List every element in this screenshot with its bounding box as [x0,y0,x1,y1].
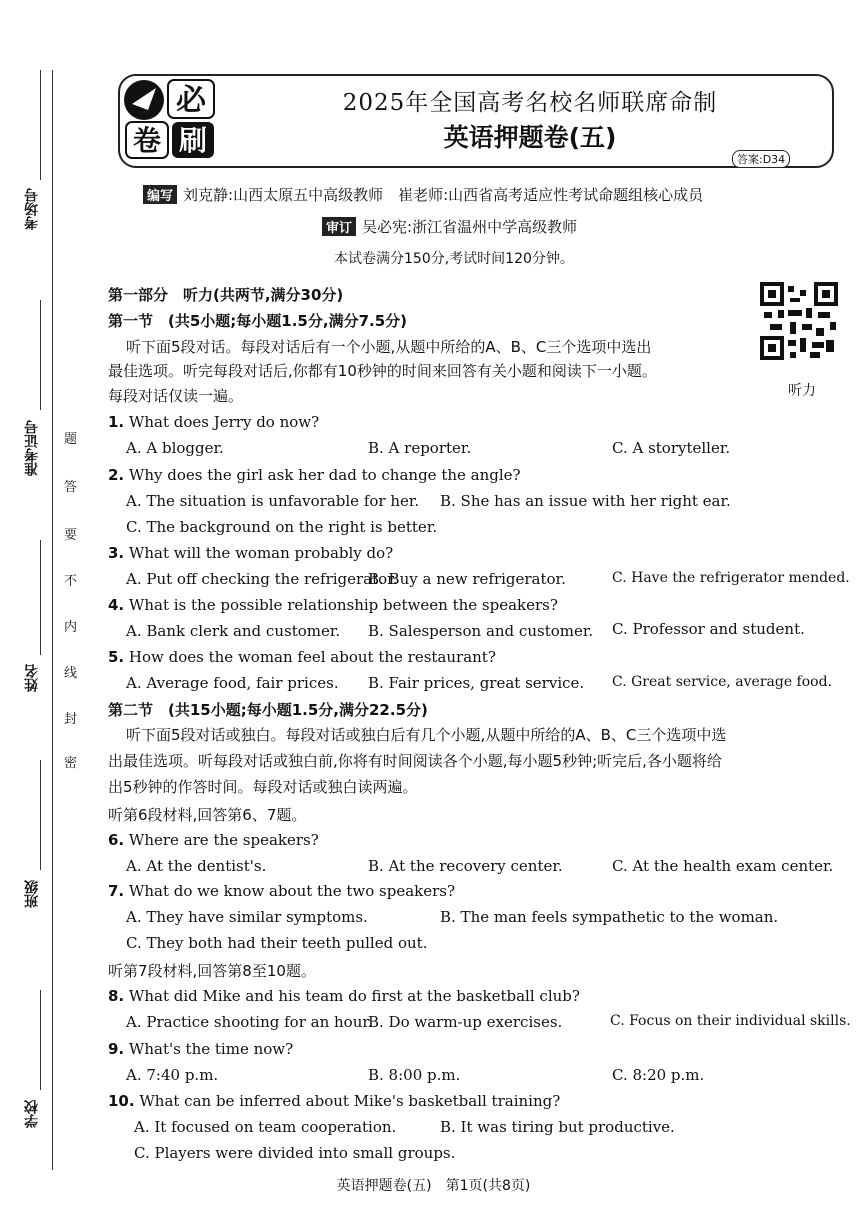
answer-code-badge: 答案:D34 [732,150,790,168]
option-6a[interactable]: A. At the dentist's. [126,857,267,875]
name-label: 姓名 [24,664,40,692]
option-5a[interactable]: A. Average food, fair prices. [126,674,339,692]
seal-char: 线 [64,666,78,681]
option-9b[interactable]: B. 8:00 p.m. [368,1066,461,1084]
seal-char: 封 [64,712,78,727]
section2-instructions: 听下面5段对话或独白。每段对话或独白后有几个小题,从题中所给的A、B、C三个选项中选 [126,726,727,744]
reviewer-text: 吴必宪:浙江省温州中学高级教师 [362,218,578,236]
exam-info: 本试卷满分150分,考试时间120分钟。 [334,251,574,267]
option-3b[interactable]: B. Buy a new refrigerator. [368,570,566,588]
option-4b[interactable]: B. Salesperson and customer. [368,622,594,640]
exam-room-field [40,70,41,180]
reviewer-tag: 审订 [322,217,356,236]
option-7a[interactable]: A. They have similar symptoms. [126,908,368,926]
question-2: 2. Why does the girl ask her dad to change the angle? [108,466,521,484]
seal-char: 内 [64,620,78,635]
option-2c[interactable]: C. The background on the right is better. [126,518,438,536]
option-10b[interactable]: B. It was tiring but productive. [440,1118,675,1136]
section1-title: 第一节 (共5小题;每小题1.5分,满分7.5分) [108,312,407,330]
editor-text: 刘克静:山西太原五中高级教师 崔老师:山西省高考适应性考试命题组核心成员 [183,186,704,204]
option-7b[interactable]: B. The man feels sympathetic to the woman. [440,908,779,926]
question-5: 5. How does the woman feel about the restaurant? [108,648,496,666]
option-10c[interactable]: C. Players were divided into small groups. [134,1144,456,1162]
section2-instructions: 出最佳选项。听每段对话或独白前,你将有时间阅读各个小题,每小题5秒钟;听完后,各小题将给 [108,752,722,770]
reviewer-credit [322,216,577,237]
section2-instructions: 出5秒钟的作答时间。每段对话或独白读两遍。 [108,778,418,796]
section1-instructions: 最佳选项。听完每段对话后,你都有10秒钟的时间来回答有关小题和阅读下一小题。 [108,362,657,380]
question-4: 4. What is the possible relationship between the speakers? [108,596,558,614]
option-7c[interactable]: C. They both had their teeth pulled out. [126,934,428,952]
option-1c[interactable]: C. A storyteller. [612,439,731,457]
option-8b[interactable]: B. Do warm-up exercises. [368,1013,563,1031]
school-label: 学校 [24,1100,40,1128]
seal-char: 要 [64,528,78,543]
option-6c[interactable]: C. At the health exam center. [612,857,834,875]
option-8c[interactable]: C. Focus on their individual skills. [610,1013,851,1029]
logo-char-right: 刷 [178,124,208,157]
option-2b[interactable]: B. She has an issue with her right ear. [440,492,731,510]
question-3: 3. What will the woman probably do? [108,544,394,562]
question-9: 9. What's the time now? [108,1040,294,1058]
option-4a[interactable]: A. Bank clerk and customer. [126,622,341,640]
option-1a[interactable]: A. A blogger. [126,439,224,457]
part1-title: 第一部分 听力(共两节,满分30分) [108,286,344,304]
class-label: 班级 [24,880,40,908]
exam-series-title: 2025年全国高考名校名师联席命制 [342,90,718,116]
class-field [40,760,41,870]
editor-credit [143,184,703,205]
option-5b[interactable]: B. Fair prices, great service. [368,674,585,692]
option-2a[interactable]: A. The situation is unfavorable for her. [126,492,420,510]
material-7-note: 听第7段材料,回答第8至10题。 [108,962,316,980]
binding-line [52,70,53,1170]
question-8: 8. What did Mike and his team do first at the basketball club? [108,987,580,1005]
seal-char: 题 [64,432,78,447]
admission-number-field [40,300,41,410]
option-9c[interactable]: C. 8:20 p.m. [612,1066,705,1084]
logo-char-left: 卷 [132,124,162,157]
school-field [40,990,41,1090]
seal-char: 答 [64,480,78,495]
question-1: 1. What does Jerry do now? [108,413,320,431]
question-10: 10. What can be inferred about Mike's basketball training? [108,1092,561,1110]
qr-code[interactable] [760,282,838,360]
logo-char-top: 必 [176,83,206,118]
question-6: 6. Where are the speakers? [108,831,319,849]
admission-number-label: 准考证号 [24,420,40,476]
option-3c[interactable]: C. Have the refrigerator mended. [612,570,850,586]
material-6-note: 听第6段材料,回答第6、7题。 [108,806,307,824]
option-4c[interactable]: C. Professor and student. [612,620,805,638]
page-footer: 英语押题卷(五) 第1页(共8页) [336,1178,531,1194]
exam-room-label: 考场号 [24,188,40,230]
seal-char: 不 [64,574,78,589]
option-3a[interactable]: A. Put off checking the refrigerator. [126,570,398,588]
question-7: 7. What do we know about the two speakers? [108,882,456,900]
option-9a[interactable]: A. 7:40 p.m. [126,1066,219,1084]
option-10a[interactable]: A. It focused on team cooperation. [134,1118,397,1136]
option-5c[interactable]: C. Great service, average food. [612,674,833,690]
option-1b[interactable]: B. A reporter. [368,439,472,457]
brand-logo [122,74,218,162]
editor-tag: 编写 [143,185,177,204]
seal-char: 密 [64,756,78,771]
section1-instructions: 听下面5段对话。每段对话后有一个小题,从题中所给的A、B、C三个选项中选出 [126,338,652,356]
qr-label: 听力 [788,383,816,399]
name-field [40,540,41,655]
section1-instructions: 每段对话仅读一遍。 [108,387,244,405]
section2-title: 第二节 (共15小题;每小题1.5分,满分22.5分) [108,701,428,719]
exam-title: 英语押题卷(五) [443,123,617,152]
option-6b[interactable]: B. At the recovery center. [368,857,563,875]
option-8a[interactable]: A. Practice shooting for an hour. [126,1013,373,1031]
